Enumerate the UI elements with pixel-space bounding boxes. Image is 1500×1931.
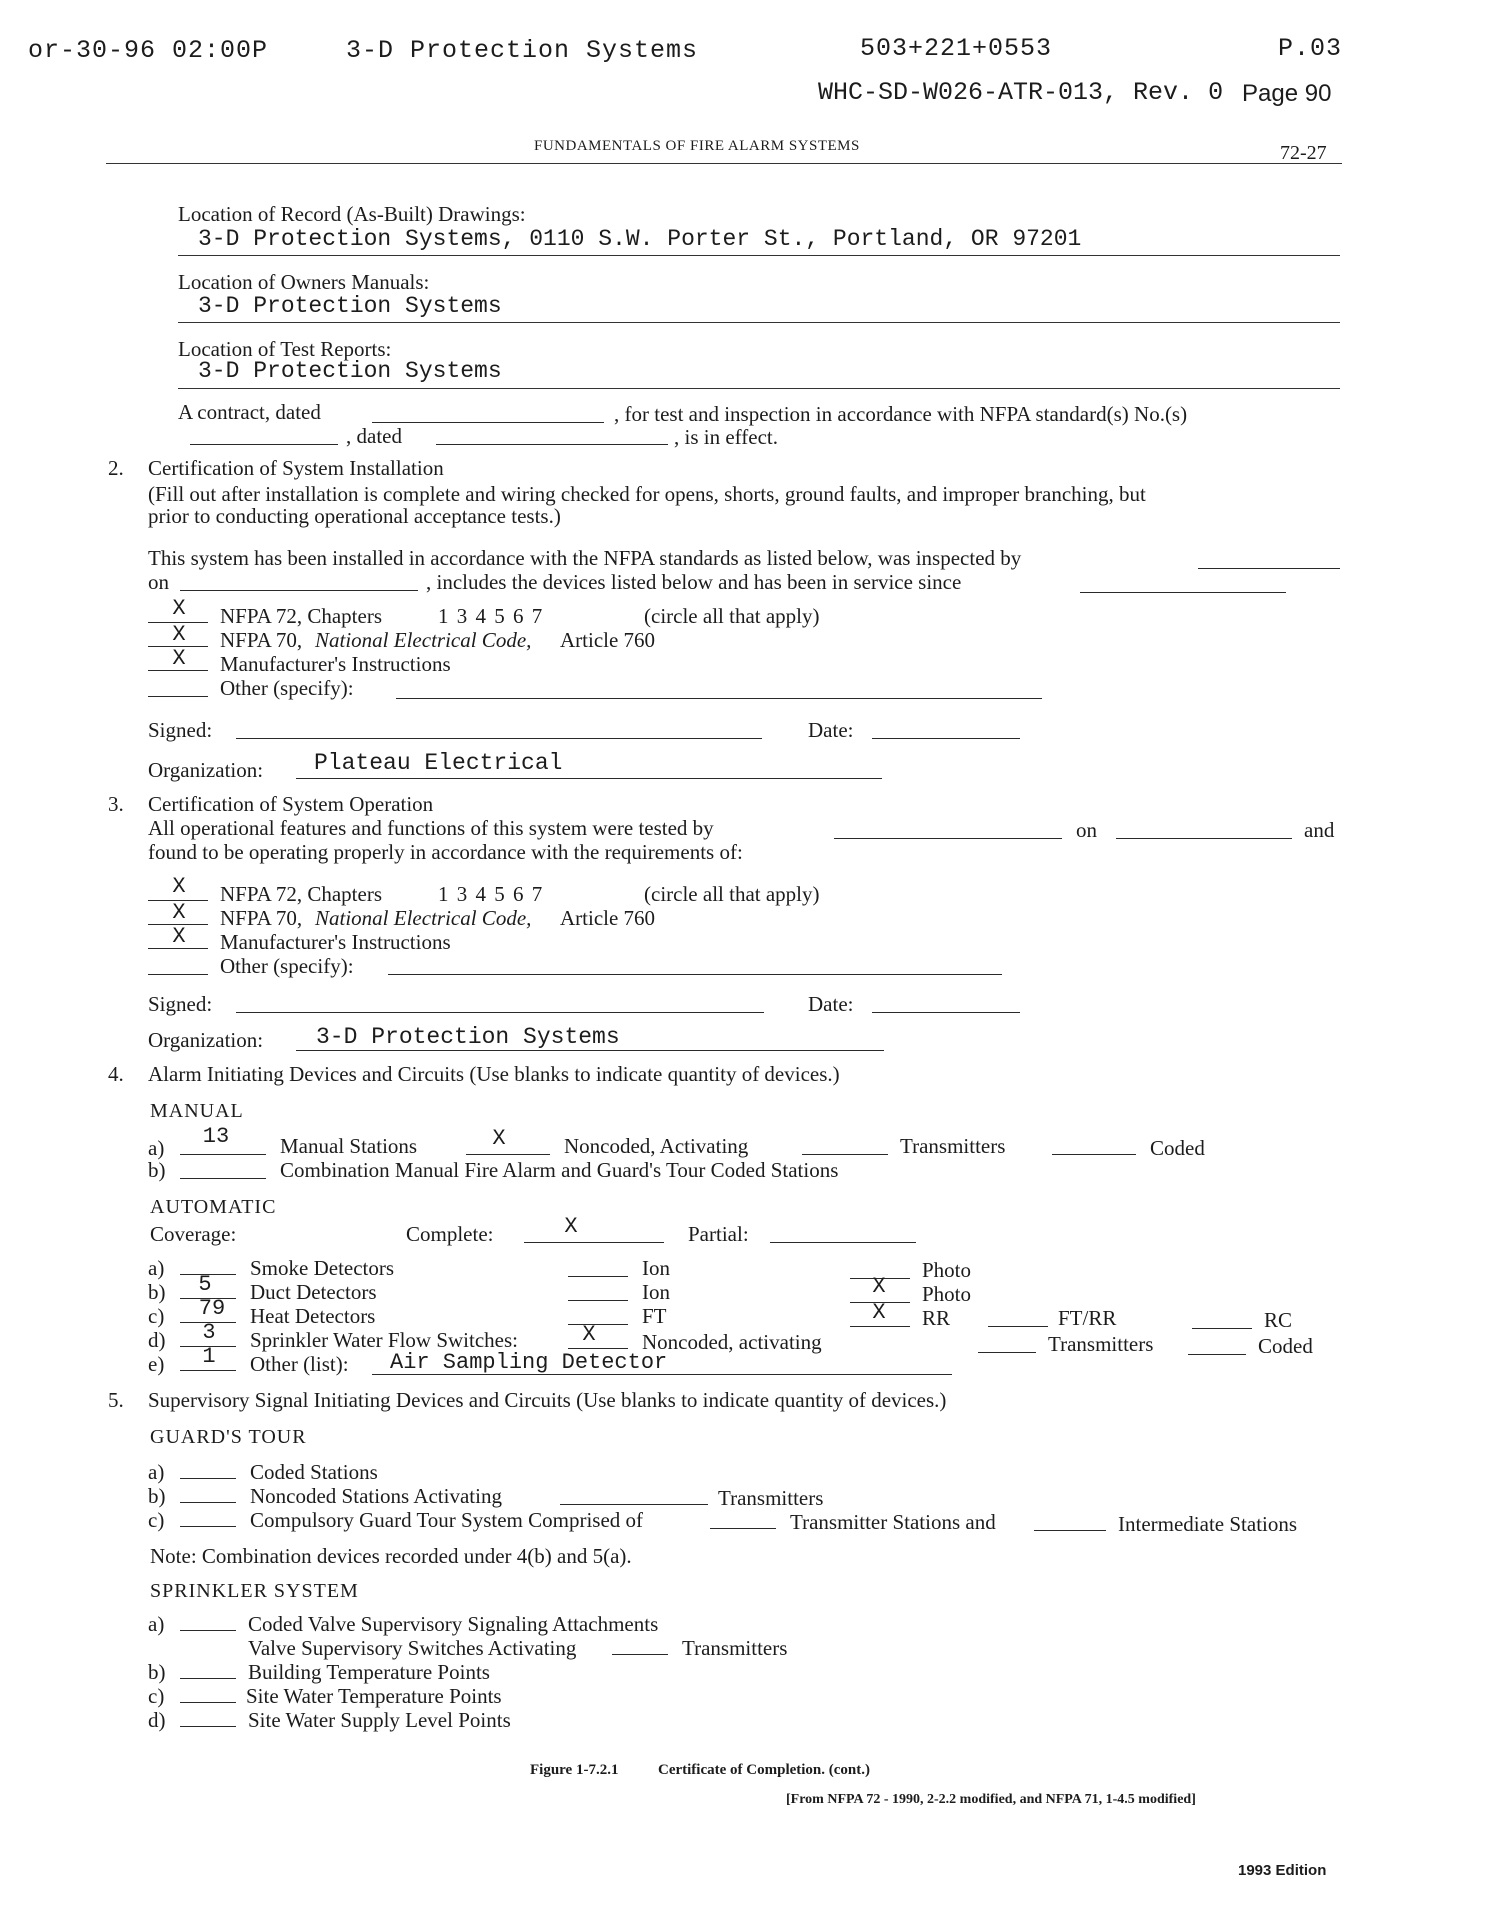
section-5-title: Supervisory Signal Initiating Devices and Circuits (Use blanks to indicate quantity of devices.) [148, 1388, 947, 1412]
s3-org-label: Organization: [148, 1028, 264, 1052]
contract-std-blank [190, 444, 338, 445]
manual-a-label: a) [148, 1136, 165, 1160]
s2-circle-note: (circle all that apply) [644, 604, 820, 628]
other-devices-value: Air Sampling Detector [390, 1350, 668, 1375]
auto-row-b-label: b) [148, 1280, 166, 1304]
sp-a-label: a) [148, 1612, 165, 1636]
water-flow-coded-blank [1188, 1354, 1246, 1355]
s2-mfr-label: Manufacturer's Instructions [220, 652, 451, 676]
s3-mfr-mark: X [172, 924, 186, 949]
doc-id: WHC-SD-W026-ATR-013, Rev. 0 [818, 78, 1224, 107]
sp-site-level-blank [180, 1726, 236, 1727]
s3-other-specify-line [388, 974, 1002, 975]
gt-noncoded-blank [180, 1502, 236, 1503]
gt-transmitters-label: Transmitters [718, 1486, 824, 1510]
s3-mfr-label: Manufacturer's Instructions [220, 930, 451, 954]
s3-chapters: 1 3 4 5 6 7 [438, 882, 543, 906]
manual-stations-qty: 13 [202, 1124, 230, 1149]
record-drawings-line [178, 255, 1340, 256]
complete-mark: X [564, 1214, 578, 1239]
s3-article-label: Article 760 [560, 906, 656, 930]
rc-blank [1192, 1328, 1252, 1329]
page-number: 72-27 [1280, 142, 1327, 164]
contract-text-3: , dated [346, 424, 402, 448]
heat-detectors-qty: 79 [198, 1296, 226, 1321]
section-4-number: 4. [108, 1062, 124, 1086]
s2-mfr-mark: X [172, 646, 186, 671]
record-drawings-value: 3-D Protection Systems, 0110 S.W. Porter St., Portland, OR 97201 [198, 226, 1082, 252]
figure-source: [From NFPA 72 - 1990, 2-2.2 modified, and NFPA 71, 1-4.5 modified] [786, 1792, 1196, 1807]
manual-b-label: b) [148, 1158, 166, 1182]
running-title: FUNDAMENTALS OF FIRE ALARM SYSTEMS [534, 138, 860, 154]
auto-row-a-label: a) [148, 1256, 165, 1280]
s2-nec-label: National Electrical Code, [315, 628, 532, 652]
contract-date2-blank [436, 444, 668, 445]
duct-detectors-qty: 5 [198, 1272, 212, 1297]
heat-detectors-label: Heat Detectors [250, 1304, 376, 1328]
rr-blank [850, 1326, 910, 1327]
sp-coded-valve-label: Coded Valve Supervisory Signaling Attachments [248, 1612, 659, 1636]
section-3-text-1: All operational features and functions of this system were tested by [148, 816, 714, 840]
section-3-title: Certification of System Operation [148, 792, 434, 816]
s2-org-line [296, 778, 882, 779]
s3-other-label: Other (specify): [220, 954, 354, 978]
s2-other-blank [148, 696, 208, 697]
water-flow-qty: 3 [202, 1320, 216, 1345]
sp-building-temp-label: Building Temperature Points [248, 1660, 490, 1684]
section-2-instr-2: prior to conducting operational acceptance tests.) [148, 504, 561, 528]
manual-stations-blank [180, 1154, 266, 1155]
gt-intermediate-blank [1034, 1530, 1106, 1531]
manual-heading: MANUAL [150, 1100, 244, 1122]
test-reports-line [178, 388, 1340, 389]
s3-date-line [872, 1012, 1020, 1013]
contract-text-4: , is in effect. [674, 425, 778, 449]
other-devices-qty: 1 [202, 1344, 216, 1369]
fax-page: P.03 [1278, 34, 1343, 63]
s3-nfpa70-mark: X [172, 900, 186, 925]
auto-row-e-label: e) [148, 1352, 165, 1376]
other-devices-line [372, 1374, 952, 1375]
section-2-text-on: on [148, 570, 169, 594]
fax-phone: 503+221+0553 [860, 34, 1053, 63]
sp-d-label: d) [148, 1708, 166, 1732]
sp-site-level-label: Site Water Supply Level Points [248, 1708, 511, 1732]
gt-c-label: c) [148, 1508, 165, 1532]
section-2-instr-1: (Fill out after installation is complete and wiring checked for opens, shorts, ground faults, and improper branching, but [148, 482, 1146, 506]
combination-note: Note: Combination devices recorded under 4(b) and 5(a). [150, 1544, 632, 1568]
manual-coded-label: Coded [1150, 1136, 1205, 1160]
s2-org-label: Organization: [148, 758, 264, 782]
gt-b-label: b) [148, 1484, 166, 1508]
page-label: Page 90 [1242, 80, 1332, 107]
water-flow-label: Sprinkler Water Flow Switches: [250, 1328, 518, 1352]
section-2-title: Certification of System Installation [148, 456, 444, 480]
ion-b-label: Ion [642, 1280, 670, 1304]
s2-other-label: Other (specify): [220, 676, 354, 700]
partial-label: Partial: [688, 1222, 749, 1246]
water-flow-coded-label: Coded [1258, 1334, 1313, 1358]
manual-transmitters-label: Transmitters [900, 1134, 1006, 1158]
contract-text-1: A contract, dated [178, 400, 321, 424]
s3-signed-line [236, 1012, 764, 1013]
s2-nfpa70-label: NFPA 70, [220, 628, 303, 652]
complete-blank [524, 1242, 664, 1243]
water-flow-transmitters-label: Transmitters [1048, 1332, 1154, 1356]
ion-b-blank [568, 1300, 628, 1301]
ftrr-label: FT/RR [1058, 1306, 1117, 1330]
gt-transmitter-stations-label: Transmitter Stations and [790, 1510, 996, 1534]
contract-date-blank [372, 422, 604, 423]
header-rule [106, 163, 1342, 164]
gt-transmitters-blank [560, 1504, 708, 1505]
ion-a-blank [568, 1276, 628, 1277]
sp-valve-transmitters-label: Transmitters [682, 1636, 788, 1660]
guards-tour-heading: GUARD'S TOUR [150, 1426, 307, 1448]
rr-label: RR [922, 1306, 951, 1330]
s3-other-blank [148, 974, 208, 975]
s2-chapters: 1 3 4 5 6 7 [438, 604, 543, 628]
automatic-heading: AUTOMATIC [150, 1196, 277, 1218]
gt-coded-label: Coded Stations [250, 1460, 378, 1484]
smoke-detectors-label: Smoke Detectors [250, 1256, 395, 1280]
tested-by-blank [834, 838, 1062, 839]
section-2-text-1: This system has been installed in accordance with the NFPA standards as listed below, was inspected by [148, 546, 1022, 570]
section-2-text-2: , includes the devices listed below and has been in service since [426, 570, 962, 594]
sp-valve-transmitters-blank [612, 1654, 668, 1655]
test-reports-label: Location of Test Reports: [178, 337, 392, 361]
fax-date-time: or-30-96 02:00P [28, 36, 269, 65]
noncoded-activating-blank [568, 1348, 628, 1349]
owners-manuals-value: 3-D Protection Systems [198, 293, 502, 319]
gt-a-label: a) [148, 1460, 165, 1484]
s2-date-label: Date: [808, 718, 854, 742]
owners-manuals-line [178, 322, 1340, 323]
s2-article-label: Article 760 [560, 628, 656, 652]
sprinkler-heading: SPRINKLER SYSTEM [150, 1580, 359, 1602]
s3-nec-label: National Electrical Code, [315, 906, 532, 930]
s2-nfpa72-mark: X [172, 596, 186, 621]
sp-c-label: c) [148, 1684, 165, 1708]
s3-signed-label: Signed: [148, 992, 213, 1016]
s2-date-line [872, 738, 1020, 739]
ftrr-blank [988, 1326, 1048, 1327]
s2-signed-line [236, 738, 762, 739]
noncoded-activating-label: Noncoded, activating [642, 1330, 822, 1354]
record-drawings-label: Location of Record (As-Built) Drawings: [178, 202, 526, 226]
gt-compulsory-label: Compulsory Guard Tour System Comprised of [250, 1508, 644, 1532]
sp-b-label: b) [148, 1660, 166, 1684]
photo-a-label: Photo [922, 1258, 972, 1282]
gt-compulsory-blank [180, 1526, 236, 1527]
photo-b-label: Photo [922, 1282, 972, 1306]
gt-coded-blank [180, 1478, 236, 1479]
rc-label: RC [1264, 1308, 1293, 1332]
gt-intermediate-label: Intermediate Stations [1118, 1512, 1298, 1536]
in-service-blank [1080, 592, 1286, 593]
manual-noncoded-blank [466, 1154, 550, 1155]
owners-manuals-label: Location of Owners Manuals: [178, 270, 430, 294]
s2-other-specify-line [396, 698, 1042, 699]
ion-a-label: Ion [642, 1256, 670, 1280]
sp-valve-switches-label: Valve Supervisory Switches Activating [248, 1636, 577, 1660]
s2-signed-label: Signed: [148, 718, 213, 742]
inspected-by-blank [1198, 568, 1340, 569]
duct-detectors-label: Duct Detectors [250, 1280, 377, 1304]
s3-nfpa72-label: NFPA 72, Chapters [220, 882, 383, 906]
s3-org-line [296, 1050, 884, 1051]
auto-row-c-label: c) [148, 1304, 165, 1328]
section-4-title: Alarm Initiating Devices and Circuits (Use blanks to indicate quantity of devices.) [148, 1062, 840, 1086]
figure-number: Figure 1-7.2.1 [530, 1762, 619, 1778]
noncoded-activating-mark: X [582, 1322, 596, 1347]
contract-text-2: , for test and inspection in accordance with NFPA standard(s) No.(s) [614, 402, 1188, 426]
coverage-label: Coverage: [150, 1222, 237, 1246]
ft-label: FT [642, 1304, 667, 1328]
manual-noncoded-mark: X [492, 1126, 506, 1151]
manual-combination-label: Combination Manual Fire Alarm and Guard's Tour Coded Stations [280, 1158, 839, 1182]
fax-sender: 3-D Protection Systems [346, 36, 699, 65]
other-devices-label: Other (list): [250, 1352, 349, 1376]
s3-nfpa70-label: NFPA 70, [220, 906, 303, 930]
tested-on-blank [1116, 838, 1292, 839]
manual-transmitters-blank [802, 1154, 888, 1155]
gt-noncoded-label: Noncoded Stations Activating [250, 1484, 502, 1508]
photo-b-mark: X [872, 1274, 886, 1299]
s3-circle-note: (circle all that apply) [644, 882, 820, 906]
sp-site-temp-label: Site Water Temperature Points [246, 1684, 502, 1708]
section-2-number: 2. [108, 456, 124, 480]
edition: 1993 Edition [1238, 1862, 1327, 1879]
manual-coded-blank [1052, 1154, 1136, 1155]
section-3-text-2: found to be operating properly in accordance with the requirements of: [148, 840, 743, 864]
auto-row-d-label: d) [148, 1328, 166, 1352]
sp-coded-valve-blank [180, 1630, 236, 1631]
manual-stations-label: Manual Stations [280, 1134, 418, 1158]
manual-combination-blank [180, 1178, 266, 1179]
inspected-on-blank [180, 590, 418, 591]
s2-nfpa70-mark: X [172, 622, 186, 647]
section-3-and: and [1304, 818, 1335, 842]
s2-nfpa72-label: NFPA 72, Chapters [220, 604, 383, 628]
figure-title: Certificate of Completion. (cont.) [658, 1762, 871, 1778]
rr-mark: X [872, 1300, 886, 1325]
water-flow-transmitters-blank [978, 1352, 1036, 1353]
section-3-on: on [1076, 818, 1097, 842]
s2-org-value: Plateau Electrical [314, 750, 563, 776]
section-5-number: 5. [108, 1388, 124, 1412]
s3-nfpa72-mark: X [172, 874, 186, 899]
s3-org-value: 3-D Protection Systems [316, 1024, 620, 1050]
partial-blank [770, 1242, 916, 1243]
s3-date-label: Date: [808, 992, 854, 1016]
sp-building-temp-blank [180, 1678, 236, 1679]
section-3-number: 3. [108, 792, 124, 816]
complete-label: Complete: [406, 1222, 494, 1246]
sp-site-temp-blank [180, 1702, 236, 1703]
other-devices-blank [180, 1370, 236, 1371]
manual-noncoded-label: Noncoded, Activating [564, 1134, 749, 1158]
gt-transmitter-stations-blank [710, 1528, 776, 1529]
test-reports-value: 3-D Protection Systems [198, 358, 502, 384]
